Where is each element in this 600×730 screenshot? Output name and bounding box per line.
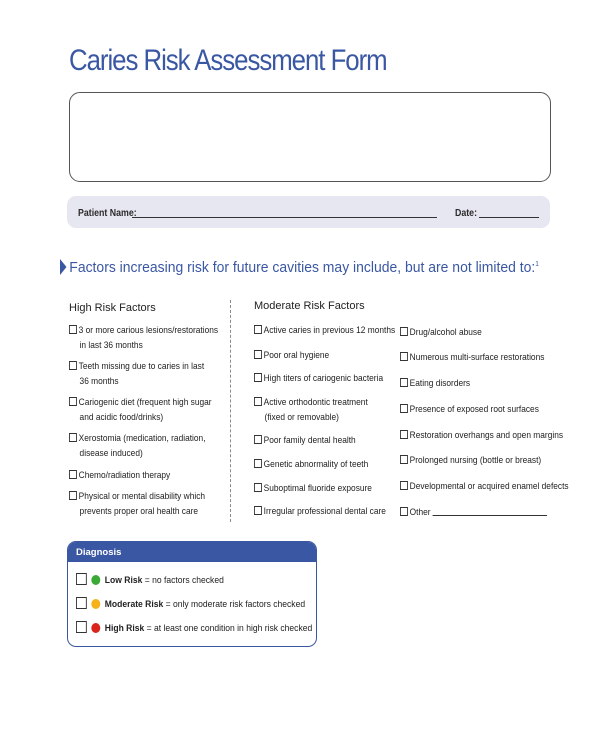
risk-factor-item — [254, 458, 368, 473]
risk-factor-item — [254, 396, 368, 425]
risk-factor-label: Prolonged nursing (bottle or breast) — [409, 455, 542, 466]
date-label: Date: — [455, 208, 478, 219]
risk-factor-label: Xerostomia (medication, radiation, — [78, 433, 206, 444]
risk-level-dot-icon — [91, 623, 100, 633]
other-field[interactable] — [432, 515, 546, 516]
checkbox[interactable] — [254, 459, 262, 468]
patient-name-label: Patient Name: — [78, 208, 137, 219]
checkbox[interactable] — [254, 506, 262, 515]
risk-factor-label: Developmental or acquired enamel defects — [409, 481, 569, 492]
risk-factor-label-cont: in last 36 months — [79, 339, 143, 351]
checkbox[interactable] — [69, 470, 77, 479]
date-field[interactable] — [479, 217, 539, 218]
diagnosis-checkbox[interactable] — [76, 597, 87, 609]
risk-factor-item — [69, 396, 212, 425]
risk-factor-label: Poor oral hygiene — [263, 350, 330, 361]
patient-info-bar — [67, 196, 550, 228]
clinic-info-box[interactable] — [69, 92, 551, 182]
risk-factor-label: Eating disorders — [409, 378, 471, 389]
risk-factor-item — [400, 377, 470, 392]
risk-factor-label: Numerous multi-surface restorations — [409, 352, 545, 363]
risk-factor-item — [69, 490, 205, 519]
checkbox[interactable] — [254, 373, 262, 382]
risk-level-description: = only moderate risk factors checked — [163, 599, 306, 610]
diagnosis-row — [76, 597, 305, 610]
risk-factor-label: Chemo/radiation therapy — [78, 470, 171, 481]
checkbox[interactable] — [69, 397, 77, 406]
risk-factor-item — [400, 351, 544, 366]
risk-factor-item — [254, 505, 386, 520]
risk-factor-label: Suboptimal fluoride exposure — [263, 483, 372, 494]
checkbox[interactable] — [254, 435, 262, 444]
checkbox[interactable] — [254, 397, 262, 406]
risk-factors-heading — [60, 259, 539, 276]
risk-factor-label: Poor family dental health — [263, 435, 356, 446]
risk-factor-item — [69, 360, 204, 389]
risk-factor-label: Active caries in previous 12 months — [263, 325, 396, 336]
risk-factor-item — [400, 454, 541, 469]
risk-factor-item — [254, 434, 356, 449]
risk-factor-label: Drug/alcohol abuse — [409, 327, 482, 338]
checkbox[interactable] — [400, 404, 408, 413]
risk-level-description: = no factors checked — [142, 575, 224, 586]
risk-factor-item — [69, 432, 206, 461]
checkbox[interactable] — [254, 483, 262, 492]
risk-factor-item — [400, 506, 547, 521]
risk-factor-label-cont: 36 months — [79, 375, 119, 387]
risk-factor-label-cont: prevents proper oral health care — [79, 505, 199, 517]
diagnosis-checkbox[interactable] — [76, 621, 87, 633]
checkbox[interactable] — [69, 325, 77, 334]
diagnosis-row — [76, 573, 224, 586]
risk-level-label: Low Risk — [104, 575, 143, 586]
risk-factor-label: 3 or more carious lesions/restorations — [78, 325, 219, 336]
risk-factor-item — [400, 403, 539, 418]
risk-level-label: Moderate Risk — [104, 599, 164, 610]
diagnosis-title: Diagnosis — [68, 542, 316, 562]
checkbox[interactable] — [69, 433, 77, 442]
checkbox[interactable] — [69, 491, 77, 500]
checkbox[interactable] — [400, 455, 408, 464]
risk-factor-item — [254, 349, 329, 364]
risk-factor-item — [400, 480, 569, 495]
risk-level-description: = at least one condition in high risk checked — [144, 623, 313, 634]
risk-factor-item — [254, 324, 395, 339]
diagnosis-row — [76, 621, 312, 634]
risk-factor-label: Restoration overhangs and open margins — [409, 430, 564, 441]
checkbox[interactable] — [400, 507, 408, 516]
triangle-bullet-icon — [60, 259, 67, 275]
risk-factor-item — [400, 429, 563, 444]
risk-factor-item — [254, 482, 372, 497]
diagnosis-checkbox[interactable] — [76, 573, 87, 585]
risk-level-dot-icon — [91, 575, 100, 585]
risk-level-dot-icon — [91, 599, 100, 609]
checkbox[interactable] — [400, 327, 408, 336]
risk-factor-label: Physical or mental disability which — [78, 491, 206, 502]
column-divider — [230, 300, 231, 522]
patient-name-field[interactable] — [132, 217, 437, 218]
checkbox[interactable] — [400, 481, 408, 490]
checkbox[interactable] — [254, 350, 262, 359]
risk-factor-item — [254, 372, 383, 387]
checkbox[interactable] — [69, 361, 77, 370]
risk-factor-item — [400, 326, 482, 341]
risk-factor-label: Cariogenic diet (frequent high sugar — [78, 397, 212, 408]
risk-factor-label: Teeth missing due to caries in last — [78, 361, 205, 372]
checkbox[interactable] — [400, 352, 408, 361]
form-title: Caries Risk Assessment Form — [69, 44, 387, 77]
high-risk-title: High Risk Factors — [69, 302, 156, 314]
checkbox[interactable] — [400, 378, 408, 387]
risk-factor-label: High titers of cariogenic bacteria — [263, 373, 384, 384]
risk-factor-label: Genetic abnormality of teeth — [263, 459, 369, 470]
risk-factor-label: Active orthodontic treatment — [263, 397, 368, 408]
moderate-risk-title: Moderate Risk Factors — [254, 300, 365, 312]
risk-factor-label-cont: and acidic food/drinks) — [79, 411, 164, 423]
risk-factor-label-cont: disease induced) — [79, 447, 143, 459]
risk-factor-item — [69, 469, 170, 484]
risk-factor-label-cont: (fixed or removable) — [264, 411, 339, 423]
footnote-marker: 1 — [535, 261, 539, 268]
risk-factor-label: Other — [409, 507, 431, 518]
risk-factor-label: Presence of exposed root surfaces — [409, 404, 539, 415]
risk-level-label: High Risk — [104, 623, 145, 634]
risk-factor-label: Irregular professional dental care — [263, 506, 386, 517]
heading-text: Factors increasing risk for future cavities may include, but are not limited to: — [69, 259, 536, 276]
risk-factor-item — [69, 324, 218, 353]
diagnosis-box — [67, 541, 317, 647]
checkbox[interactable] — [254, 325, 262, 334]
checkbox[interactable] — [400, 430, 408, 439]
